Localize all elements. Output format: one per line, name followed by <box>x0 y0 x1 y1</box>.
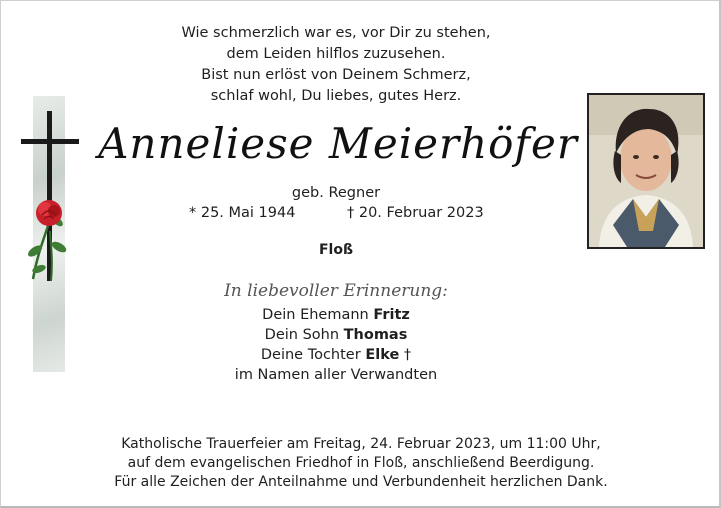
footer-line: Für alle Zeichen der Anteilnahme und Verbundenheit herzlichen Dank. <box>114 474 608 490</box>
mourner-relation: Dein Sohn <box>264 327 344 343</box>
service-details <box>81 435 641 492</box>
mourner-relation: Deine Tochter <box>260 347 366 363</box>
mourner-name: Thomas <box>343 327 408 343</box>
poem-line: Bist nun erlöst von Deinem Schmerz, <box>201 67 471 83</box>
mourner-name: Elke <box>365 347 400 363</box>
mourner-line <box>181 325 491 345</box>
birth-date: * 25. Mai 1944 <box>189 205 296 221</box>
footer-line: Katholische Trauerfeier am Freitag, 24. Februar 2023, um 11:00 Uhr, <box>121 436 601 452</box>
mourner-relation: im Namen aller Verwandten <box>234 367 438 383</box>
death-date: † 20. Februar 2023 <box>347 205 484 221</box>
cross-with-rose-icon <box>15 101 85 286</box>
mourner-line <box>181 345 491 365</box>
mourner-line <box>181 305 491 325</box>
footer-line: auf dem evangelischen Friedhof in Floß, anschließend Beerdigung. <box>127 455 595 471</box>
memory-heading: In liebevoller Erinnerung: <box>224 281 448 301</box>
mourner-suffix: † <box>399 347 412 363</box>
poem-line: schlaf wohl, Du liebes, gutes Herz. <box>210 88 462 104</box>
hometown: Floß <box>318 242 354 258</box>
mourner-relation: Dein Ehemann <box>262 307 374 323</box>
mourner-line <box>181 365 491 385</box>
memorial-poem <box>151 23 521 107</box>
mourner-name: Fritz <box>373 307 410 323</box>
poem-line: dem Leiden hilflos zuzusehen. <box>226 46 446 62</box>
poem-line: Wie schmerzlich war es, vor Dir zu stehen, <box>181 25 491 41</box>
deceased-name: Anneliese Meierhöfer <box>98 119 578 168</box>
portrait-photo <box>587 93 705 249</box>
mourners-list <box>181 305 491 385</box>
birth-name: geb. Regner <box>291 185 381 201</box>
